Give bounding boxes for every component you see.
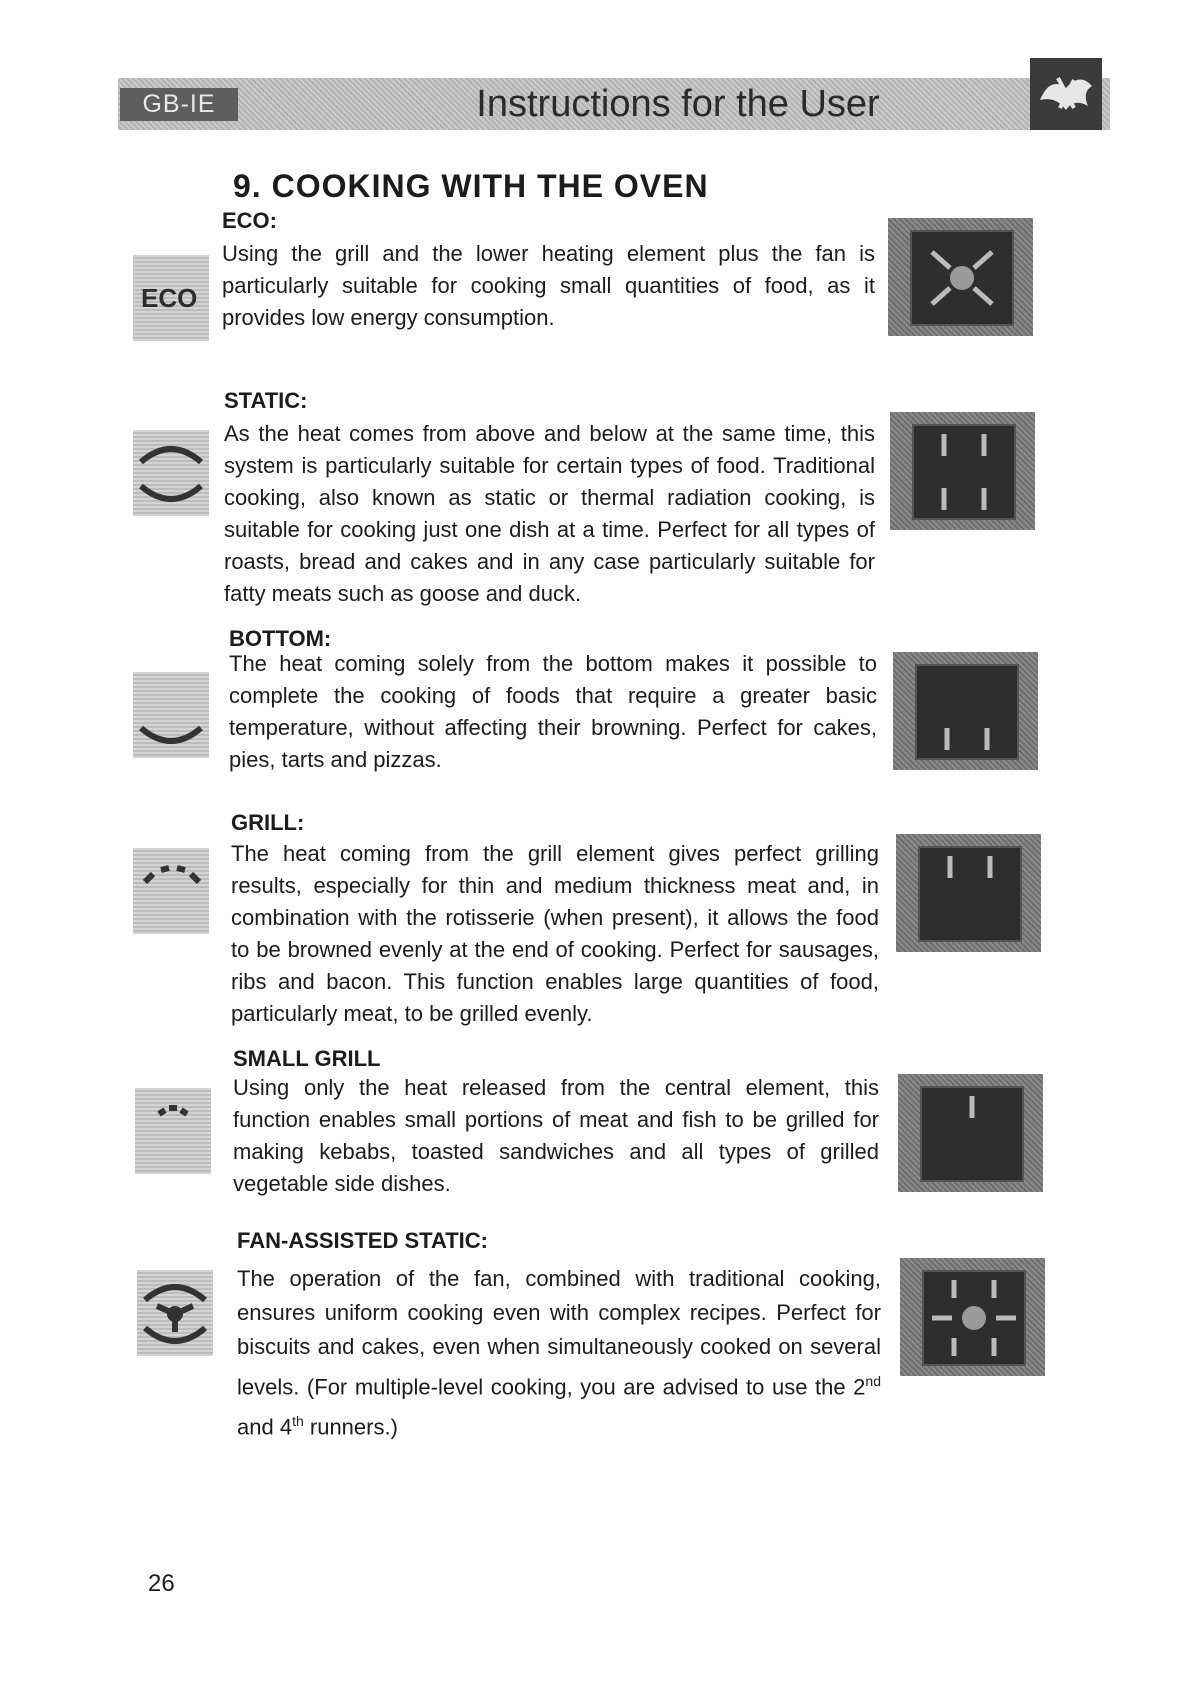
header-title: Instructions for the User xyxy=(476,83,880,125)
fan-assisted-static-icon xyxy=(137,1270,213,1356)
section-title: GRILL: xyxy=(231,810,305,835)
brand-logo xyxy=(1030,58,1102,130)
eco-icon: ECO xyxy=(133,255,209,341)
bottom-icon xyxy=(133,672,209,758)
grill-icon xyxy=(133,848,209,934)
static-oven-diagram xyxy=(890,412,1035,530)
small-grill-icon xyxy=(135,1088,211,1174)
small-grill-oven-diagram xyxy=(898,1074,1043,1192)
section-text: Using only the heat released from the central element, this function enables small portions of meat and fish to be grilled for making kebabs, toasted sandwiches and all types of grilled vegetable side dishes. xyxy=(233,1075,879,1196)
section-title: STATIC: xyxy=(224,388,308,413)
section-text: As the heat comes from above and below at the same time, this system is particularly suitable for certain types of food. Traditional cooking, also known as static or thermal radiation cooking, is suitable for cooking just one dish at a time. Perfect for all types of roasts, bread and cakes and in any case particularly suitable for fatty meats such as goose and duck. xyxy=(224,421,875,606)
static-icon xyxy=(133,430,209,516)
section-title: BOTTOM: xyxy=(229,626,332,651)
section-text: The heat coming from the grill element gives perfect grilling results, especially for thin and medium thickness meat and, in combination with the rotisserie (when present), it allows the food to be browned evenly at the end of cooking. Perfect for sausages, ribs and bacon. This function enables large quantities of food, particularly meat, to be grilled evenly. xyxy=(231,841,879,1026)
section-title: FAN-ASSISTED STATIC: xyxy=(237,1228,488,1253)
eco-oven-diagram xyxy=(888,218,1033,336)
region-badge: GB-IE xyxy=(120,88,238,121)
fan-assisted-static-oven-diagram xyxy=(900,1258,1045,1376)
page-header xyxy=(118,78,1110,130)
section-text: The heat coming solely from the bottom makes it possible to complete the cooking of foods that require a greater basic temperature, without affecting their browning. Perfect for cakes, pies, tarts and pizzas. xyxy=(229,651,877,772)
bottom-oven-diagram xyxy=(893,652,1038,770)
section-title: SMALL GRILL xyxy=(233,1046,381,1071)
page-number: 26 xyxy=(148,1570,175,1597)
grill-oven-diagram xyxy=(896,834,1041,952)
section-text: Using the grill and the lower heating element plus the fan is particularly suitable for cooking small quantities of food, as it provides low energy consumption. xyxy=(222,241,875,330)
section-title: ECO: xyxy=(222,208,277,233)
section-text: The operation of the fan, combined with traditional cooking, ensures uniform cooking even with complex recipes. Perfect for biscuits and cakes, even when simultaneously cooked on several levels. (For multiple-level cooking, you are advised to use the 2nd and 4th runners.) xyxy=(237,1266,881,1440)
page-title: 9. COOKING WITH THE OVEN xyxy=(233,168,709,204)
